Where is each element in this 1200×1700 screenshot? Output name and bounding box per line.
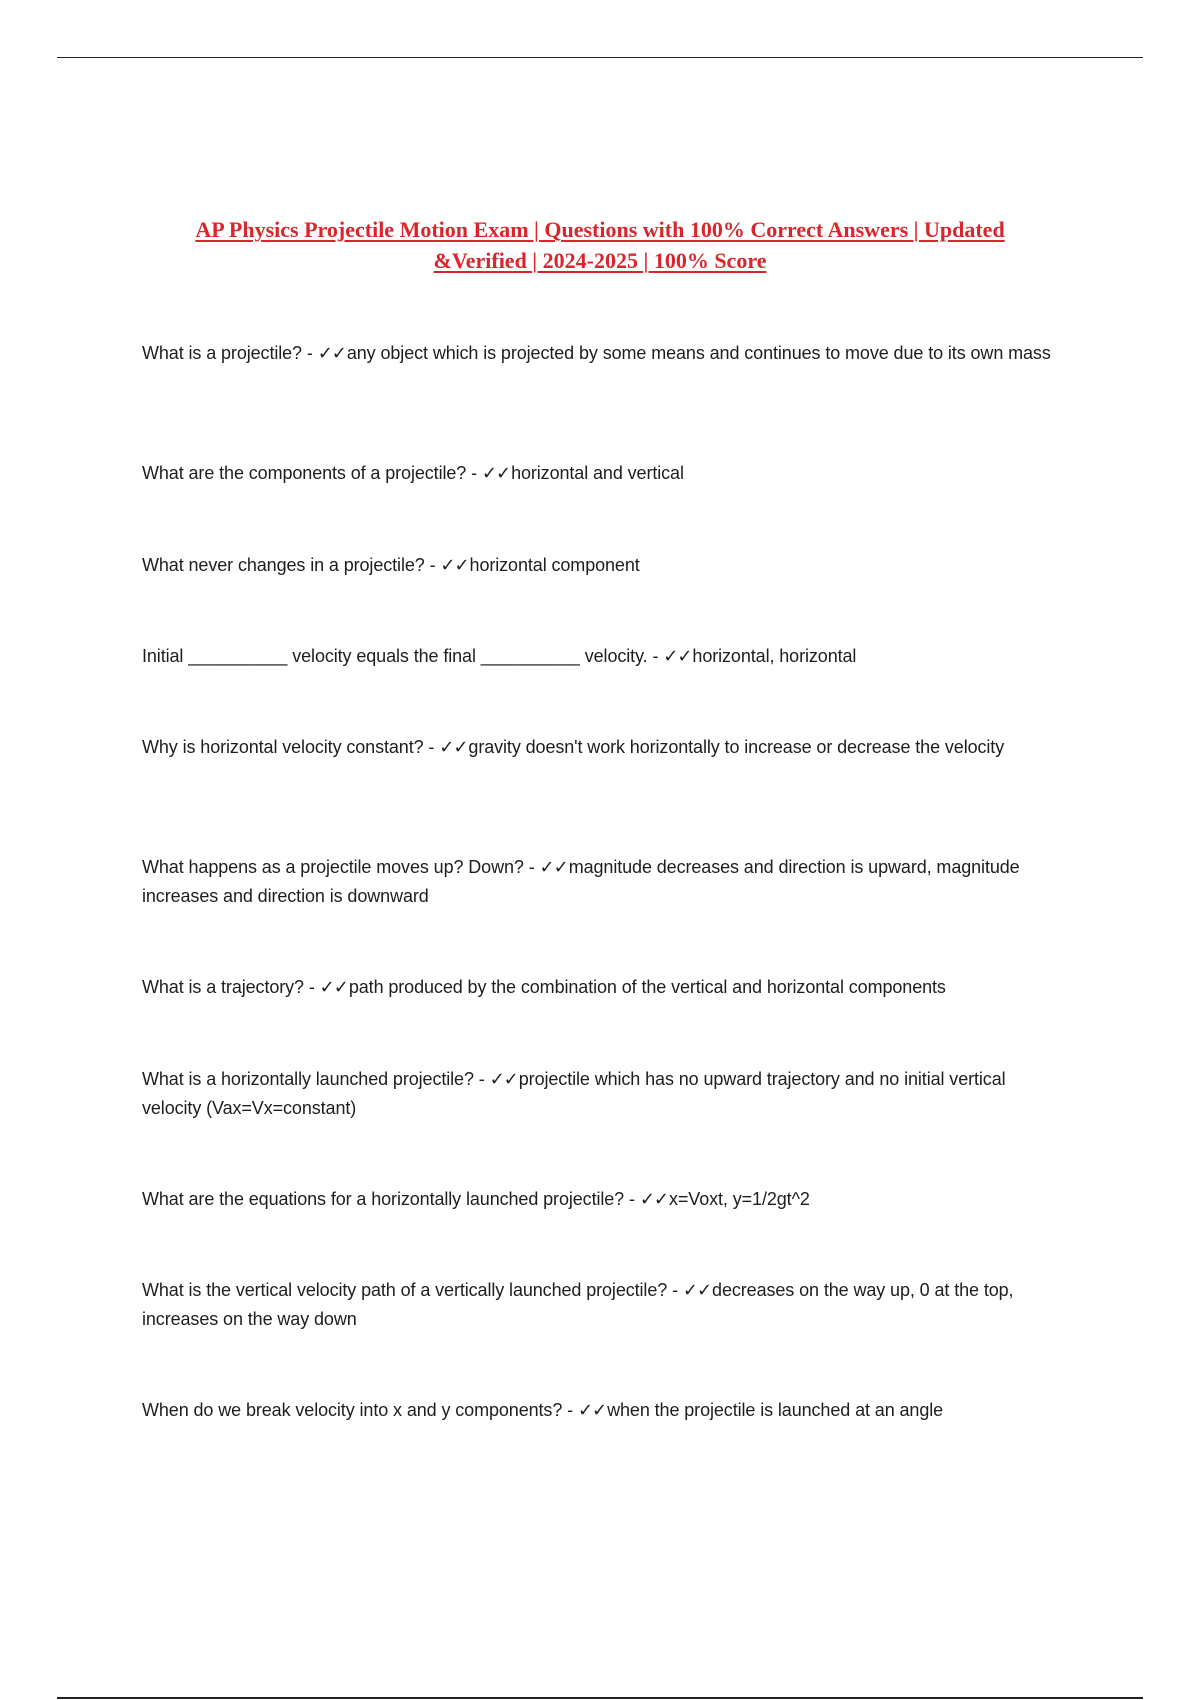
qa-item: What is a trajectory? - ✓✓path produced by the combination of the vertical and horizontal components [142, 977, 946, 998]
qa-item: What never changes in a projectile? - ✓✓horizontal component [142, 555, 640, 576]
question-text: Initial __________ velocity equals the final __________ velocity. [142, 646, 648, 666]
title-line-1: AP Physics Projectile Motion Exam | Questions with 100% Correct Answers | Updated [195, 217, 1005, 242]
answer-text: horizontal, horizontal [692, 646, 857, 666]
double-check-icon: ✓✓ [577, 1400, 607, 1421]
answer-text: when the projectile is launched at an angle [607, 1400, 944, 1420]
top-rule [57, 57, 1143, 58]
qa-item: What is the vertical velocity path of a vertically launched projectile? - ✓✓decreases on the way up, 0 at the top, increases on the way down [142, 1280, 1014, 1329]
qa-item: What are the equations for a horizontally launched projectile? - ✓✓x=Voxt, y=1/2gt^2 [142, 1189, 810, 1210]
answer-text: magnitude decreases and direction is upward, magnitude increases and direction is downward [142, 857, 1020, 906]
question-text: What happens as a projectile moves up? Down? [142, 857, 524, 877]
question-text: What is a horizontally launched projectile? [142, 1069, 474, 1089]
qa-item: What is a horizontally launched projectile? - ✓✓projectile which has no upward trajectory and no initial vertical velocity (Vax=Vx=constant) [142, 1069, 1006, 1118]
answer-text: any object which is projected by some means and continues to move due to its own mass [346, 343, 1051, 363]
document-title [150, 214, 1050, 276]
double-check-icon: ✓✓ [317, 343, 346, 364]
qa-item: Why is horizontal velocity constant? - ✓✓gravity doesn't work horizontally to increase or decrease the velocity [142, 737, 1005, 758]
answer-text: horizontal component [469, 555, 640, 575]
double-check-icon: ✓✓ [319, 977, 348, 998]
question-text: What are the equations for a horizontally launched projectile? [142, 1189, 625, 1209]
question-text: Why is horizontal velocity constant? [142, 737, 424, 757]
answer-text: x=Voxt, y=1/2gt^2 [668, 1189, 810, 1209]
answer-text: projectile which has no upward trajectory and no initial vertical velocity (Vax=Vx=constant) [142, 1069, 1006, 1118]
question-text: What is a trajectory? [142, 977, 304, 997]
title-line-2: &Verified | 2024-2025 | 100% Score [433, 248, 767, 273]
answer-text: decreases on the way up, 0 at the top, increases on the way down [142, 1280, 1014, 1329]
bottom-rule [57, 1697, 1143, 1699]
qa-item: What happens as a projectile moves up? Down? - ✓✓magnitude decreases and direction is upward, magnitude increases and direction is downward [142, 857, 1020, 906]
double-check-icon: ✓✓ [639, 1189, 668, 1210]
question-text: What never changes in a projectile? [142, 555, 425, 575]
double-check-icon: ✓✓ [439, 737, 468, 758]
double-check-icon: ✓✓ [682, 1280, 712, 1301]
qa-item: When do we break velocity into x and y components? - ✓✓when the projectile is launched at an angle [142, 1400, 944, 1421]
double-check-icon: ✓✓ [539, 857, 568, 878]
double-check-icon: ✓✓ [440, 555, 469, 576]
answer-text: horizontal and vertical [511, 463, 684, 483]
question-text: What is the vertical velocity path of a vertically launched projectile? [142, 1280, 668, 1300]
qa-item: Initial __________ velocity equals the final __________ velocity. - ✓✓horizontal, horizontal [142, 646, 857, 667]
answer-text: gravity doesn't work horizontally to increase or decrease the velocity [468, 737, 1005, 757]
answer-text: path produced by the combination of the vertical and horizontal components [348, 977, 946, 997]
double-check-icon: ✓✓ [663, 646, 692, 667]
double-check-icon: ✓✓ [481, 463, 511, 484]
qa-item: What are the components of a projectile? - ✓✓horizontal and vertical [142, 463, 684, 484]
question-text: When do we break velocity into x and y components? [142, 1400, 563, 1420]
question-text: What is a projectile? [142, 343, 302, 363]
double-check-icon: ✓✓ [489, 1069, 518, 1090]
question-text: What are the components of a projectile? [142, 463, 467, 483]
qa-item: What is a projectile? - ✓✓any object which is projected by some means and continues to move due to its own mass [142, 343, 1051, 364]
